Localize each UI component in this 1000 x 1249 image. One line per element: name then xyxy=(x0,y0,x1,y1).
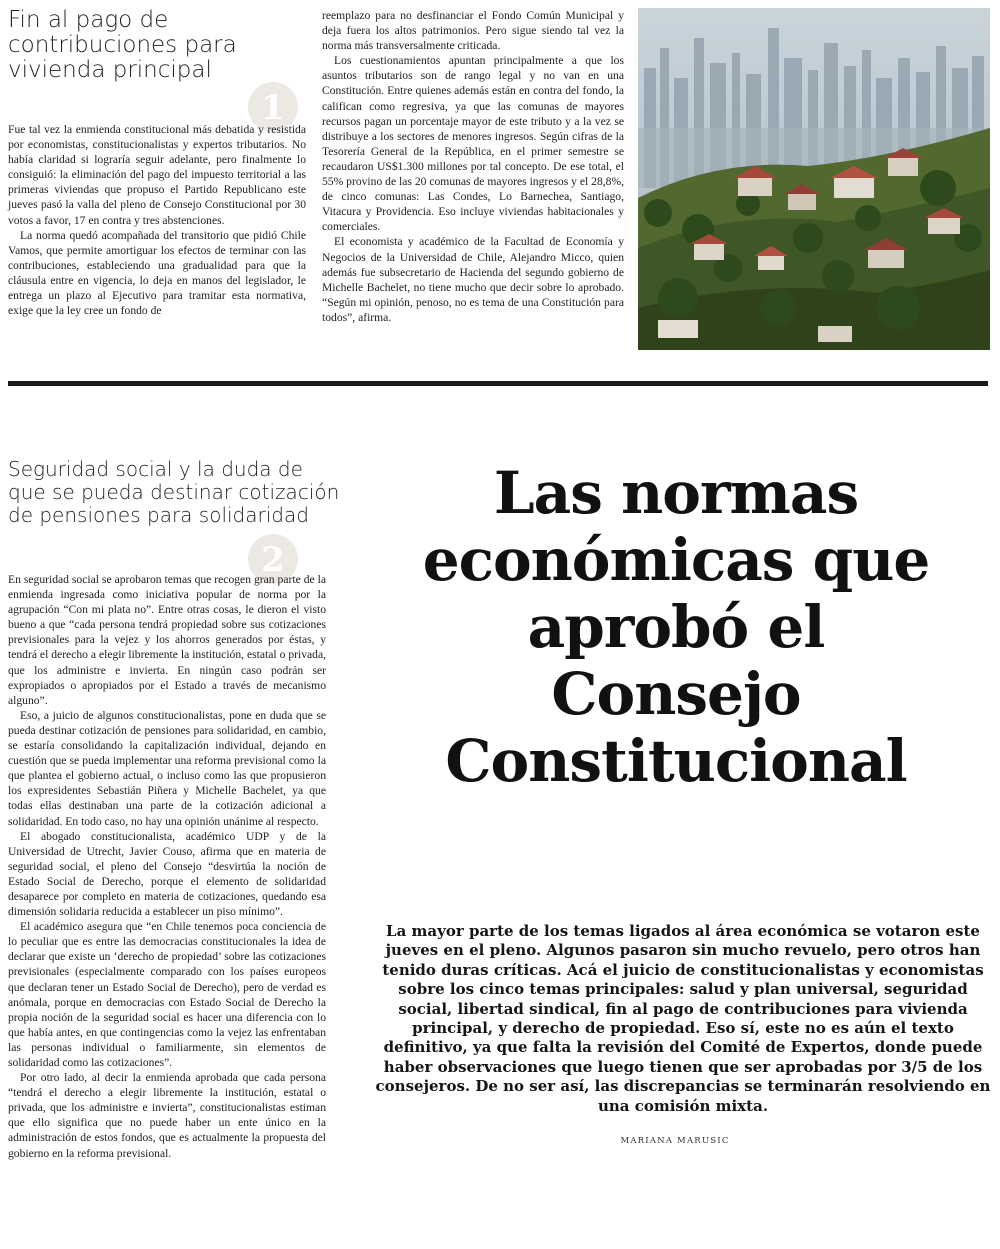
city-hillside-photo xyxy=(638,8,990,350)
paragraph: Los cuestionamientos apuntan principalmente a que los asuntos tributarios son de rango legal y no van en una Constitución. Entre quienes además están en contra del fondo, la califican como regresiva, ya que las comunas de mayores recursos pagan un porcentaje mayor de este tributo y a la vez se distribuye a los sectores de menores ingresos. Según cifras de la Tesorería General de la República, en el primer semestre se recaudaron US$1.300 millones por tal concepto. De ese total, el 55% provino de las 20 comunas de mayores ingresos y el 28,8%, de cinco comunas: Las Condes, Lo Barnechea, Santiago, Vitacura y Providencia. Eso incluye viviendas habitacionales y comerciales. xyxy=(322,54,624,234)
section-1-number: 1 xyxy=(248,82,298,132)
section-1-column-1 xyxy=(8,122,306,318)
paragraph: El economista y académico de la Facultad de Economía y Negocios de la Universidad de Chile, Alejandro Micco, quien además fue subsecretario de Hacienda del segundo gobierno de Michelle Bachelet, no tiene mucho que decir sobre lo aprobado. “Según mi opinión, penoso, no es tema de una Constitución para todos”, afirma. xyxy=(322,235,624,324)
section-1-title: Fin al pago de contribuciones para vivienda principal xyxy=(8,7,237,83)
section-2-column xyxy=(8,572,326,1161)
paragraph: Por otro lado, al decir la enmienda aprobada que cada persona “tendrá el derecho a elegir libremente la institución, estatal o privada, que los administre e invierta”, constitucionalistas estiman que ello significa que no puede haber un ente único en la administración de estos fondos, que es actualmente la propuesta del gobierno en la reforma previsional. xyxy=(8,1071,326,1160)
paragraph: reemplazo para no desfinanciar el Fondo Común Municipal y deja fuera los altos patrimonios. Pero sigue siendo tal vez la norma más transversalmente criticada. xyxy=(322,9,624,53)
section-1-column-2 xyxy=(322,8,624,325)
byline: MARIANA MARUSIC xyxy=(620,1136,730,1146)
lede-block xyxy=(370,922,996,1116)
section-divider xyxy=(8,381,988,386)
section-2-number: 2 xyxy=(248,534,298,584)
paragraph: El académico asegura que “en Chile tenemos poca conciencia de lo peculiar que es entre las democracias constitucionales la idea de declarar que existe un ‘derecho de propiedad’ sobre las cotizaciones previsionales (especialmente comparado con los países europeos que declaran tener un Estado Social de Derecho), pero de verdad es anómala, porque en democracias con Estado Social de Derecho la propia noción de la seguridad social es hacer una diferencia con lo que había antes, en que contingencias como la vejez las enfrentaban las personas individual o familiarmente, sin elementos de solidaridad como las cotizaciones”. xyxy=(8,920,326,1069)
section-2 xyxy=(8,458,344,1243)
lede: La mayor parte de los temas ligados al área económica se votaron este jueves en el pleno. Algunos pasaron sin mucho revuelo, pero otros han tenido duras críticas. Acá el juicio de constitucionalistas y economistas sobre los cinco temas principales: salud y plan universal, seguridad social, libertad sindical, fin al pago de contribuciones para vivienda principal, y derecho de propiedad. Eso sí, este no es aún el texto definitivo, ya que falta la revisión del Comité de Expertos, donde puede haber observaciones que luego tienen que ser aprobadas por 3/5 de los consejeros. De no ser así, las discrepancias se terminarán resolviendo en una comisión mixta. xyxy=(375,922,991,1115)
section-1 xyxy=(8,6,623,356)
section-2-title: Seguridad social y la duda de que se pueda destinar cotización de pensiones para solidaridad xyxy=(8,457,340,527)
paragraph: Fue tal vez la enmienda constitucional más debatida y resistida por economistas, constitucionalistas y expertos tributarios. No había claridad si lograría seguir adelante, pero finalmente lo consiguió: la eliminación del pago del impuesto territorial a las primeras viviendas que propuso el Partido Republicano este jueves pasó la valla del pleno de Consejo Constitucional por 30 votos a favor, 17 en contra y tres abstenciones. xyxy=(8,123,306,227)
paragraph: En seguridad social se aprobaron temas que recogen gran parte de la enmienda ingresada como iniciativa popular de norma por la agrupación “Con mi plata no”. Entre otras cosas, le dieron el visto bueno a que “cada persona tendrá propiedad sobre sus cotizaciones previsionales para la vejez y los ahorros generados por éstas, y tendrá el derecho a elegir libremente la institución, estatal o privada, que los administre e invierta. En ningún caso podrán ser expropiados o apropiados por el Estado a través de mecanismo alguno”. xyxy=(8,573,326,707)
paragraph: La norma quedó acompañada del transitorio que pidió Chile Vamos, que permite amortiguar los efectos de terminar con las contribuciones, estableciendo una gradualidad para que la cláusula entre en vigencia, lo deja en manos del legislador, le entrega un plazo al Ejecutivo para tramitar esta normativa, exige que la ley cree un fondo de xyxy=(8,228,306,318)
city-hillside-illustration xyxy=(638,8,990,350)
paragraph: El abogado constitucionalista, académico UDP y de la Universidad de Utrecht, Javier Couso, afirma que en materia de seguridad social, el pleno del Consejo “desvirtúa la noción de Estado Social de Derecho, porque el elemento de solidaridad desaparece por completo en materia de cotizaciones, quedando esa dimensión solidaria reducida a establecer un piso mínimo”. xyxy=(8,829,326,919)
paragraph: Eso, a juicio de algunos constitucionalistas, pone en duda que se pueda destinar cotización de pensiones para solidaridad, en cambio, se estaría consolidando la capitalización individual, dejando en cuestión que se pueda implementar una reforma previsional como la que plantea el gobierno actual, o incluso como las que propusieron los expresidentes Sebastián Piñera y Michelle Bachelet, ya que todas ellas destinaban una parte de la cotización adicional a solidaridad. En todo caso, no hay una opinión unánime al respecto. xyxy=(8,708,326,828)
headline: Las normas económicas que aprobó el Consejo Constitucional xyxy=(422,459,930,795)
main-feature xyxy=(360,460,992,795)
